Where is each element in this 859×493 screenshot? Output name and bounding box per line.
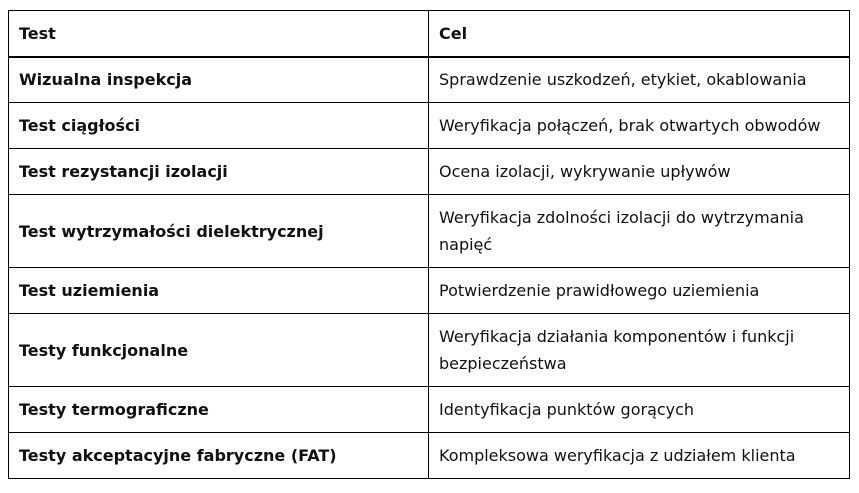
table-body <box>9 57 850 479</box>
table-row <box>9 268 850 314</box>
cel-cell: Identyfikacja punktów gorących <box>429 387 850 433</box>
table-row <box>9 433 850 479</box>
cel-cell: Weryfikacja działania komponentów i funkcji bezpieczeństwa <box>429 314 850 387</box>
test-cell: Testy funkcjonalne <box>9 314 429 387</box>
test-cell: Wizualna inspekcja <box>9 57 429 103</box>
test-cell: Test uziemienia <box>9 268 429 314</box>
table-row <box>9 149 850 195</box>
test-cell: Testy termograficzne <box>9 387 429 433</box>
test-cell: Test wytrzymałości dielektrycznej <box>9 195 429 268</box>
header-row <box>9 11 850 57</box>
cel-cell: Potwierdzenie prawidłowego uziemienia <box>429 268 850 314</box>
test-table <box>8 10 850 479</box>
test-table-container <box>8 10 849 479</box>
cel-cell: Weryfikacja zdolności izolacji do wytrzymania napięć <box>429 195 850 268</box>
cel-cell: Kompleksowa weryfikacja z udziałem klienta <box>429 433 850 479</box>
test-cell: Test rezystancji izolacji <box>9 149 429 195</box>
table-row <box>9 103 850 149</box>
table-row <box>9 195 850 268</box>
cel-cell: Weryfikacja połączeń, brak otwartych obwodów <box>429 103 850 149</box>
header-test: Test <box>9 11 429 57</box>
header-cel: Cel <box>429 11 850 57</box>
table-header <box>9 11 850 57</box>
test-cell: Test ciągłości <box>9 103 429 149</box>
table-row <box>9 387 850 433</box>
cel-cell: Sprawdzenie uszkodzeń, etykiet, okablowania <box>429 57 850 103</box>
table-row <box>9 314 850 387</box>
test-cell: Testy akceptacyjne fabryczne (FAT) <box>9 433 429 479</box>
table-row <box>9 57 850 103</box>
cel-cell: Ocena izolacji, wykrywanie upływów <box>429 149 850 195</box>
